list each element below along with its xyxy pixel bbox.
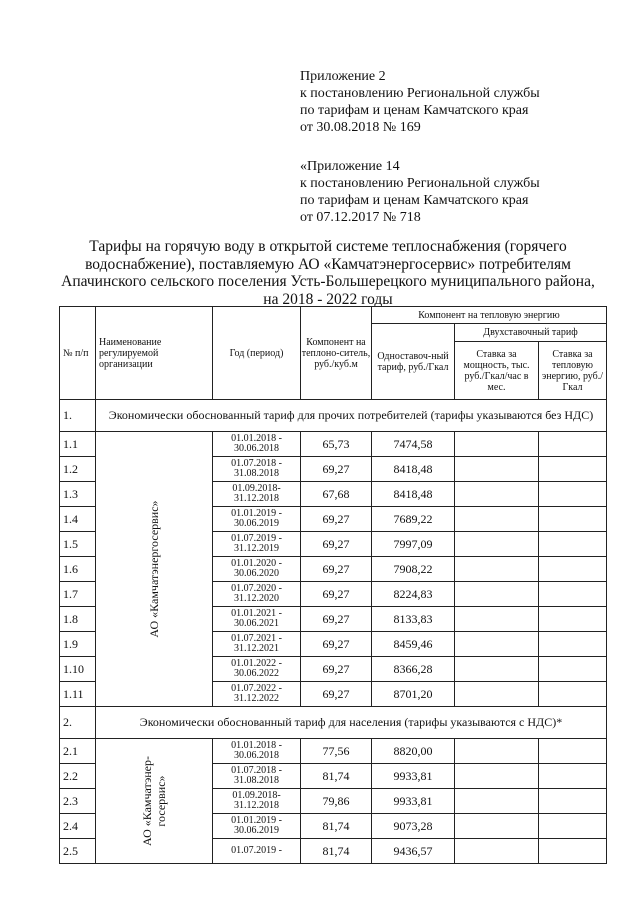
single-rate-cell: 8459,46: [372, 632, 455, 657]
capacity-rate-cell: [455, 482, 539, 507]
period-cell: 01.09.2018- 31.12.2018: [213, 789, 301, 814]
header-line: по тарифам и ценам Камчатского края: [300, 193, 529, 208]
energy-rate-cell: [539, 682, 607, 707]
period-cell: 01.01.2018 - 30.06.2018: [213, 739, 301, 764]
header-line: от 07.12.2017 № 718: [300, 210, 421, 225]
row-number: 1.4: [60, 507, 96, 532]
energy-rate-cell: [539, 432, 607, 457]
row-number: 2.1: [60, 739, 96, 764]
energy-rate-cell: [539, 557, 607, 582]
col-capacity-header: Ставка за мощность, тыс. руб./Гкал/час в мес.: [455, 342, 539, 400]
row-number: 1.5: [60, 532, 96, 557]
col-carrier-header: Компонент на теплоно-ситель, руб./куб.м: [301, 307, 372, 400]
col-energy-rate-header: Ставка за тепловую энергию, руб./Гкал: [539, 342, 607, 400]
carrier-cell: 67,68: [301, 482, 372, 507]
section-number: 1.: [60, 400, 96, 432]
row-number: 1.8: [60, 607, 96, 632]
capacity-rate-cell: [455, 764, 539, 789]
period-cell: 01.07.2019 -: [213, 839, 301, 864]
carrier-cell: 69,27: [301, 657, 372, 682]
row-number: 1.3: [60, 482, 96, 507]
carrier-cell: 65,73: [301, 432, 372, 457]
period-cell: 01.01.2019 - 30.06.2019: [213, 814, 301, 839]
period-cell: 01.07.2020 - 31.12.2020: [213, 582, 301, 607]
carrier-cell: 69,27: [301, 532, 372, 557]
period-cell: 01.01.2022 - 30.06.2022: [213, 657, 301, 682]
period-cell: 01.07.2019 - 31.12.2019: [213, 532, 301, 557]
carrier-cell: 69,27: [301, 557, 372, 582]
capacity-rate-cell: [455, 457, 539, 482]
single-rate-cell: 8224,83: [372, 582, 455, 607]
carrier-cell: 81,74: [301, 814, 372, 839]
row-number: 1.7: [60, 582, 96, 607]
tariff-table: [59, 306, 607, 864]
header-line: Приложение 2: [300, 69, 386, 84]
period-cell: 01.01.2020 - 30.06.2020: [213, 557, 301, 582]
single-rate-cell: 9073,28: [372, 814, 455, 839]
single-rate-cell: 8418,48: [372, 482, 455, 507]
capacity-rate-cell: [455, 507, 539, 532]
single-rate-cell: 7997,09: [372, 532, 455, 557]
energy-rate-cell: [539, 582, 607, 607]
row-number: 1.2: [60, 457, 96, 482]
period-cell: 01.07.2018 - 31.08.2018: [213, 457, 301, 482]
energy-rate-cell: [539, 457, 607, 482]
single-rate-cell: 8418,48: [372, 457, 455, 482]
organization-cell: [96, 432, 213, 707]
single-rate-cell: 8820,00: [372, 739, 455, 764]
energy-rate-cell: [539, 739, 607, 764]
energy-rate-cell: [539, 632, 607, 657]
carrier-cell: 69,27: [301, 632, 372, 657]
row-number: 1.1: [60, 432, 96, 457]
header-line: по тарифам и ценам Камчатского края: [300, 103, 529, 118]
header-line: к постановлению Региональной службы: [300, 86, 540, 101]
capacity-rate-cell: [455, 607, 539, 632]
section-header-row: [60, 707, 607, 739]
single-rate-cell: 8366,28: [372, 657, 455, 682]
energy-rate-cell: [539, 814, 607, 839]
period-cell: 01.09.2018- 31.12.2018: [213, 482, 301, 507]
single-rate-cell: 7908,22: [372, 557, 455, 582]
carrier-cell: 69,27: [301, 507, 372, 532]
carrier-cell: 69,27: [301, 457, 372, 482]
energy-rate-cell: [539, 532, 607, 557]
table-row: [60, 739, 607, 764]
carrier-cell: 69,27: [301, 607, 372, 632]
single-rate-cell: 8133,83: [372, 607, 455, 632]
carrier-cell: 77,56: [301, 739, 372, 764]
col-energy-header: Компонент на тепловую энергию: [372, 307, 607, 324]
period-cell: 01.07.2021 - 31.12.2021: [213, 632, 301, 657]
row-number: 2.3: [60, 789, 96, 814]
header-line: «Приложение 14: [300, 159, 400, 174]
organization-name: [140, 756, 168, 846]
single-rate-cell: 8701,20: [372, 682, 455, 707]
col-org-header: Наименование регулируемой организации: [96, 307, 213, 400]
row-number: 1.10: [60, 657, 96, 682]
header-line: от 30.08.2018 № 169: [300, 120, 421, 135]
carrier-cell: 79,86: [301, 789, 372, 814]
table-row: [60, 432, 607, 457]
energy-rate-cell: [539, 789, 607, 814]
energy-rate-cell: [539, 607, 607, 632]
capacity-rate-cell: [455, 789, 539, 814]
col-num-header: № п/п: [60, 307, 96, 400]
document-title: Тарифы на горячую воду в открытой системе теплоснабжения (горячего водоснабжение), поставляемую АО «Камчатэнергосервис» потребителям Апачинского сельского поселения Усть-Большерецкого муниципального района, на 2018 - 2022 годы: [61, 238, 595, 308]
capacity-rate-cell: [455, 739, 539, 764]
carrier-cell: 81,74: [301, 839, 372, 864]
period-cell: 01.07.2018 - 31.08.2018: [213, 764, 301, 789]
energy-rate-cell: [539, 507, 607, 532]
energy-rate-cell: [539, 764, 607, 789]
period-cell: 01.01.2021 - 30.06.2021: [213, 607, 301, 632]
col-period-header: Год (период): [213, 307, 301, 400]
single-rate-cell: 7689,22: [372, 507, 455, 532]
row-number: 1.6: [60, 557, 96, 582]
capacity-rate-cell: [455, 582, 539, 607]
capacity-rate-cell: [455, 557, 539, 582]
carrier-cell: 69,27: [301, 682, 372, 707]
section-header-row: [60, 400, 607, 432]
row-number: 2.5: [60, 839, 96, 864]
period-cell: 01.01.2019 - 30.06.2019: [213, 507, 301, 532]
row-number: 2.4: [60, 814, 96, 839]
organization-name-line: госервис»: [154, 775, 168, 827]
organization-cell: [96, 739, 213, 864]
capacity-rate-cell: [455, 839, 539, 864]
period-cell: 01.01.2018 - 30.06.2018: [213, 432, 301, 457]
carrier-cell: 69,27: [301, 582, 372, 607]
appendix-header: [300, 68, 540, 226]
header-line: к постановлению Региональной службы: [300, 176, 540, 191]
col-single-header: Одноставоч-ный тариф, руб./Гкал: [372, 324, 455, 400]
section-title: Экономически обоснованный тариф для населения (тарифы указываются с НДС)*: [96, 707, 607, 739]
section-title: Экономически обоснованный тариф для прочих потребителей (тарифы указываются без НДС): [96, 400, 607, 432]
organization-name-line: АО «Камчатэнер-: [140, 756, 154, 846]
row-number: 1.9: [60, 632, 96, 657]
single-rate-cell: 9933,81: [372, 764, 455, 789]
capacity-rate-cell: [455, 632, 539, 657]
capacity-rate-cell: [455, 682, 539, 707]
single-rate-cell: 7474,58: [372, 432, 455, 457]
row-number: 2.2: [60, 764, 96, 789]
energy-rate-cell: [539, 657, 607, 682]
period-cell: 01.07.2022 - 31.12.2022: [213, 682, 301, 707]
row-number: 1.11: [60, 682, 96, 707]
energy-rate-cell: [539, 482, 607, 507]
organization-name: АО «Камчатэнергосервис»: [147, 500, 161, 638]
capacity-rate-cell: [455, 432, 539, 457]
energy-rate-cell: [539, 839, 607, 864]
capacity-rate-cell: [455, 814, 539, 839]
single-rate-cell: 9933,81: [372, 789, 455, 814]
capacity-rate-cell: [455, 532, 539, 557]
single-rate-cell: 9436,57: [372, 839, 455, 864]
carrier-cell: 81,74: [301, 764, 372, 789]
capacity-rate-cell: [455, 657, 539, 682]
col-two-rate-header: Двухставочный тариф: [455, 324, 607, 342]
section-number: 2.: [60, 707, 96, 739]
